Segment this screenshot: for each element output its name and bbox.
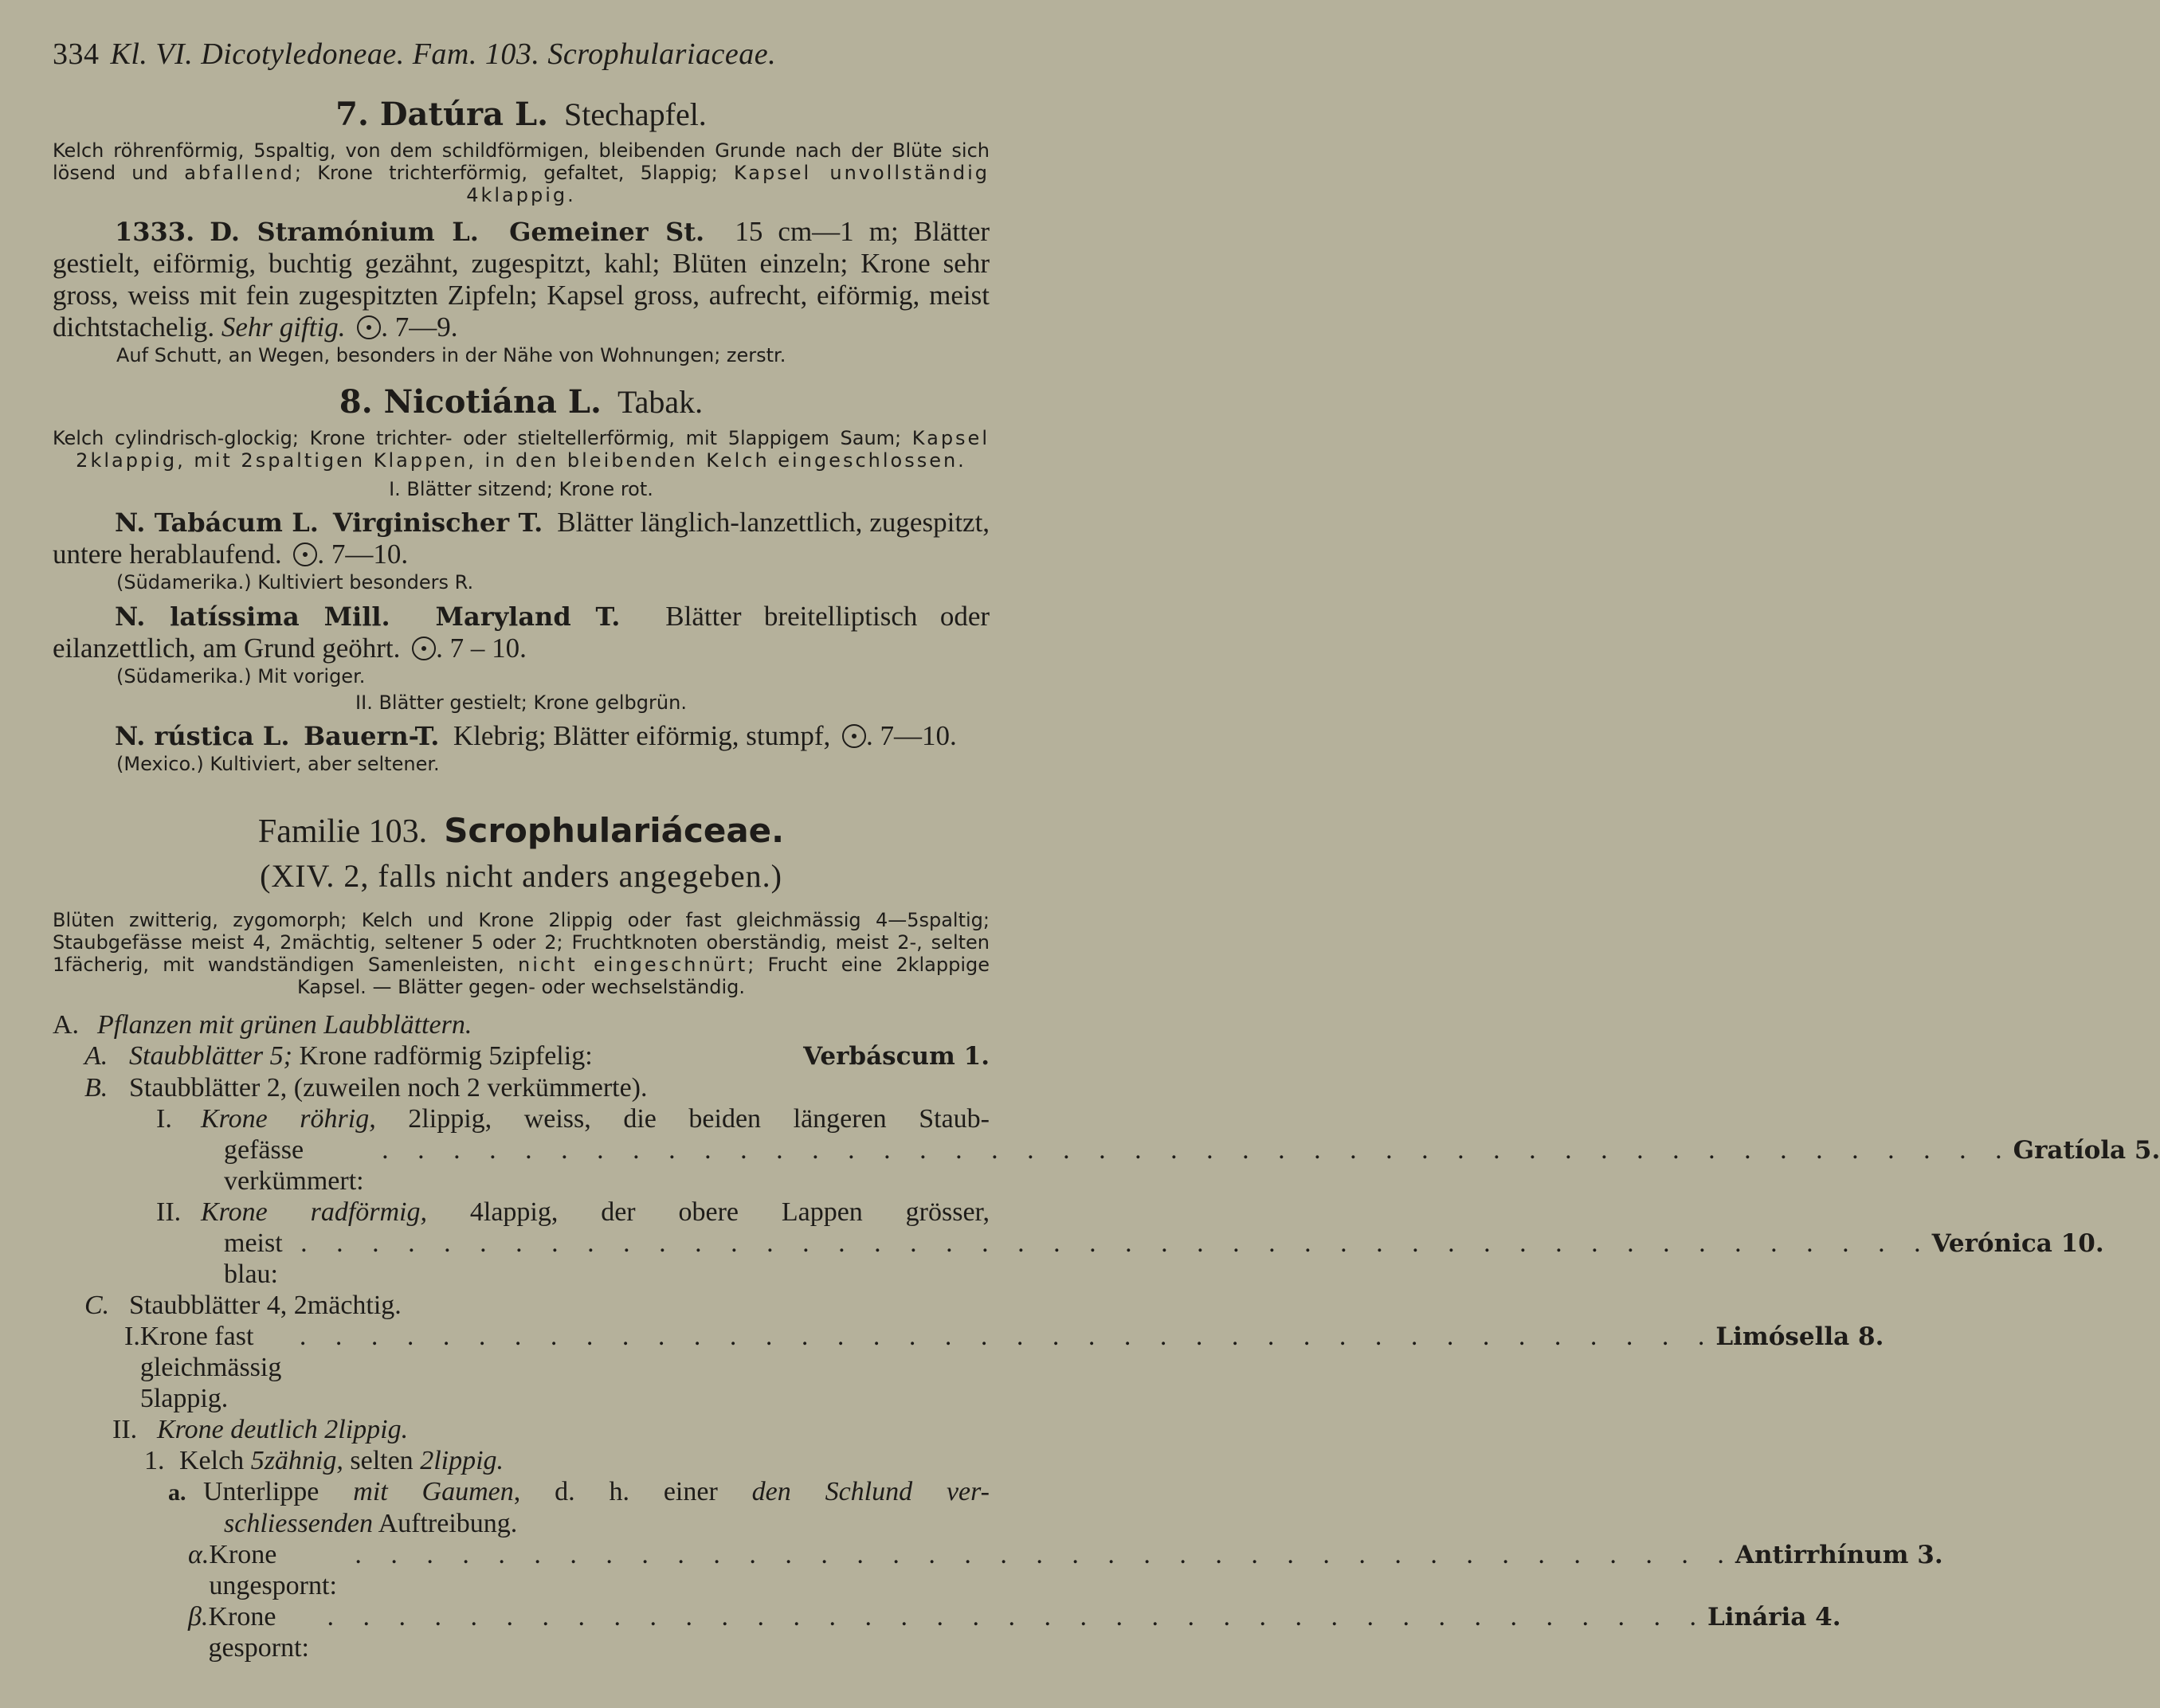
genus-description-nicotiana: Kelch cylindrisch-glockig; Krone trichter- oder stieltellerförmig, mit 5lappigem Saum; Kapsel 2klappig, mit 2spaltigen Klappen, in den bleibenden Kelch eingeschlossen. xyxy=(53,427,990,472)
genus-ref: Antirrhínum 3. xyxy=(1735,1541,1943,1569)
genus-ref: Linária 4. xyxy=(1707,1603,1841,1632)
species-entry-latissima: N. latíssima Mill. Maryland T. Blätter breitelliptisch oder eilanzettlich, am Grund geöhrt. . 7 – 10. xyxy=(53,601,990,664)
key-item: I. Krone fast gleichmässig 5lappig. . . . . . . . . . . . . . . . . . . . . . . . . . . . . . . . . . . . . . . . . Limósella 8. xyxy=(124,1322,1884,1413)
species-note: (Südamerika.) Kultiviert besonders R. xyxy=(116,571,474,593)
running-title: Kl. VI. Dicotyledoneae. Fam. 103. Scrophulariaceae. xyxy=(110,37,777,71)
family-title: Familie 103. Scrophulariáceae. xyxy=(257,811,785,850)
page-header xyxy=(53,37,990,72)
key-item: A. Pflanzen mit grünen Laubblättern. xyxy=(53,1010,472,1040)
genus-title-datura: 7. Datúra L. Stechapfel. xyxy=(335,96,707,133)
group-heading-2: II. Blätter gestielt; Krone gelbgrün. xyxy=(355,691,687,714)
family-subtitle: (XIV. 2, falls nicht anders angegeben.) xyxy=(260,858,782,894)
genus-ref: Verbáscum 1. xyxy=(803,1042,990,1071)
key-item: meist blau: . . . . . . . . . . . . . . . . . . . . . . . . . . . . . . . . . . . . . . . . . . . . . . Verónica 10. xyxy=(224,1228,2104,1289)
key-item: a. Unterlippe mit Gaumen, d. h. einer den Schlund ver- xyxy=(168,1477,990,1506)
species-entry-stramonium: 1333. D. Stramónium L. Gemeiner St. 15 cm—1 m; Blätter gestielt, eiförmig, buchtig gezähnt, zugespitzt, kahl; Blüten einzeln; Krone sehr gross, weiss mit fein zugespitzten Zipfeln; Kapsel gross, aufrecht, eiförmig, meist dichtstachelig. Sehr giftig. . 7—9. xyxy=(53,216,990,343)
species-note: (Mexico.) Kultiviert, aber seltener. xyxy=(116,753,440,775)
genus-description-datura: Kelch röhrenförmig, 5spaltig, von dem schildförmigen, bleibenden Grunde nach der Blüte sich lösend und abfallend; Krone trichterförmig, gefaltet, 5lappig; Kapsel unvollständig 4klappig. xyxy=(53,139,990,206)
key-item: 1. Kelch 5zähnig, selten 2lippig. xyxy=(144,1446,504,1475)
key-item: A. Staubblätter 5; Krone radförmig 5zipfelig: Verbáscum 1. xyxy=(84,1041,990,1071)
key-item: gefässe verkümmert: . . . . . . . . . . . . . . . . . . . . . . . . . . . . . . . . . . . . . . . . . . . . . . Gratíola 5. xyxy=(224,1135,2160,1196)
annual-symbol-icon xyxy=(293,543,317,566)
key-item: B. Staubblätter 2, (zuweilen noch 2 verkümmerte). xyxy=(84,1073,648,1103)
identification-key xyxy=(53,1009,2160,1663)
species-entry-tabacum: N. Tabácum L. Virginischer T. Blätter länglich-lanzettlich, zugespitzt, untere herablaufend. . 7—10. xyxy=(53,507,990,570)
key-item: II. Krone radförmig, 4lappig, der obere Lappen grösser, xyxy=(156,1197,990,1227)
key-item: schliessenden Auftreibung. xyxy=(224,1509,518,1538)
annual-symbol-icon xyxy=(357,315,381,339)
key-item: C. Staubblätter 4, 2mächtig. xyxy=(84,1291,402,1320)
page xyxy=(53,37,2160,1663)
family-description: Blüten zwitterig, zygomorph; Kelch und Krone 2lippig oder fast gleichmässig 4—5spaltig; Staubgefässe meist 4, 2mächtig, seltener 5 oder 2; Fruchtknoten oberständig, meist 2-, selten 1fächerig, mit wandständigen Samenleisten, nicht eingeschnürt; Frucht eine 2klappige Kapsel. — Blätter gegen- oder wechselständig. xyxy=(53,909,990,998)
group-heading-1: I. Blätter sitzend; Krone rot. xyxy=(389,478,653,500)
key-item: α. Krone ungespornt: . . . . . . . . . . . . . . . . . . . . . . . . . . . . . . . . . . . . . . . Antirrhínum 3. xyxy=(188,1540,1943,1600)
genus-title-nicotiana: 8. Nicotiána L. Tabak. xyxy=(339,383,704,421)
species-note: (Südamerika.) Mit voriger. xyxy=(116,665,366,688)
key-item: II. Krone deutlich 2lippig. xyxy=(112,1415,409,1444)
genus-ref: Gratíola 5. xyxy=(2013,1136,2160,1165)
key-item: β. Krone gespornt: . . . . . . . . . . . . . . . . . . . . . . . . . . . . . . . . . . . . . . . Linária 4. xyxy=(188,1602,1841,1663)
species-entry-rustica: N. rústica L. Bauern-T. Klebrig; Blätter eiförmig, stumpf, . 7—10. xyxy=(115,720,957,751)
genus-ref: Limósella 8. xyxy=(1715,1322,1884,1351)
genus-ref: Verónica 10. xyxy=(1931,1229,2104,1258)
habitat-note: Auf Schutt, an Wegen, besonders in der Nähe von Wohnungen; zerstr. xyxy=(116,344,786,366)
key-item: I. Krone röhrig, 2lippig, weiss, die beiden längeren Staub- xyxy=(156,1104,990,1134)
annual-symbol-icon xyxy=(412,637,436,660)
page-number: 334 xyxy=(53,37,100,71)
annual-symbol-icon xyxy=(842,724,866,748)
